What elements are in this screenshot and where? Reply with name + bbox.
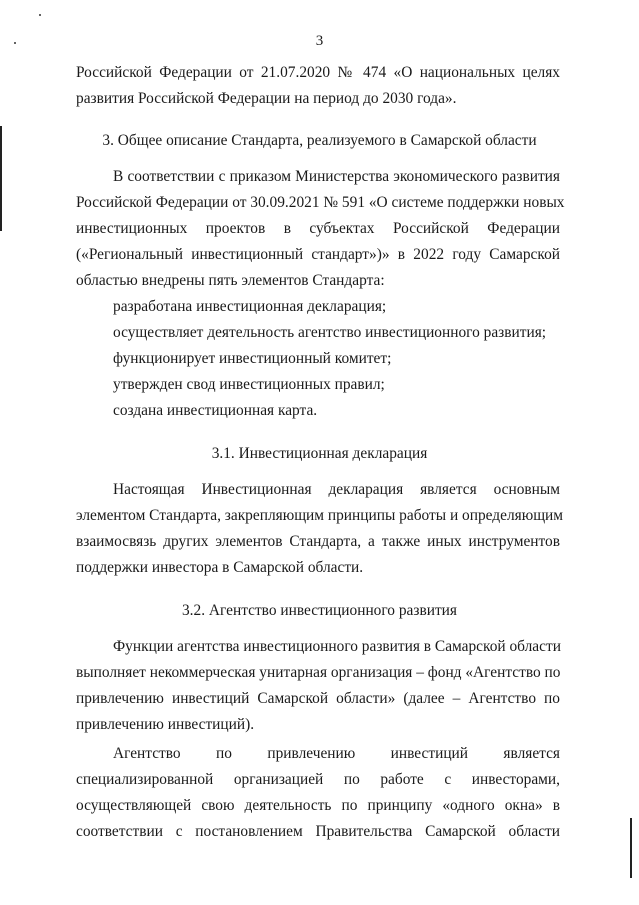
page-number: 3 [315, 33, 324, 49]
scan-edge-mark [630, 818, 632, 878]
paragraph-line: привлечению инвестиций). [76, 716, 255, 733]
list-item: разработана инвестиционная декларация; [113, 298, 387, 315]
list-item: осуществляет деятельность агентство инвестиционного развития; [113, 324, 547, 341]
intro-line: развития Российской Федерации на период до 2030 года». [76, 90, 457, 107]
paragraph-line: Настоящая Инвестиционная декларация является основным [113, 481, 560, 498]
list-item: утвержден свод инвестиционных правил; [113, 376, 385, 393]
paragraph-line: соответствии с постановлением Правительства Самарской области [76, 823, 560, 840]
paragraph-line: взаимосвязь других элементов Стандарта, а также иных инструментов [76, 533, 560, 550]
paragraph-line: инвестиционных проектов в субъектах Российской Федерации [76, 220, 560, 237]
subsection-heading: 3.1. Инвестиционная декларация [211, 445, 428, 462]
paragraph-line: специализированной организацией по работе с инвесторами, [76, 771, 560, 788]
subsection-heading: 3.2. Агентство инвестиционного развития [181, 602, 458, 619]
paragraph-line: осуществляющей свою деятельность по принципу «одного окна» в [76, 797, 560, 814]
paragraph-line: элементом Стандарта, закрепляющим принципы работы и определяющим [76, 507, 564, 524]
paragraph-line: поддержки инвестора в Самарской области. [76, 559, 364, 576]
section-heading: 3. Общее описание Стандарта, реализуемого в Самарской области [102, 132, 537, 149]
paragraph-line: привлечению инвестиций Самарской области» (далее – Агентство по [76, 690, 560, 707]
list-item: создана инвестиционная карта. [113, 402, 318, 419]
intro-line: Российской Федерации от 21.07.2020 № 474 «О национальных целях [76, 64, 560, 81]
paragraph-line: («Региональный инвестиционный стандарт»)» в 2022 году Самарской [76, 246, 560, 263]
paragraph-line: Российской Федерации от 30.09.2021 № 591 «О системе поддержки новых [76, 194, 565, 211]
paragraph-line: Агентство по привлечению инвестиций является [113, 745, 560, 762]
scan-speck [39, 14, 41, 16]
paragraph-line: выполняет некоммерческая унитарная организация – фонд «Агентство по [76, 664, 561, 681]
paragraph-line: областью внедрены пять элементов Стандарта: [76, 272, 385, 289]
paragraph-line: Функции агентства инвестиционного развития в Самарской области [113, 638, 561, 655]
list-item: функционирует инвестиционный комитет; [113, 350, 392, 367]
paragraph-line: В соответствии с приказом Министерства экономического развития [113, 168, 560, 185]
